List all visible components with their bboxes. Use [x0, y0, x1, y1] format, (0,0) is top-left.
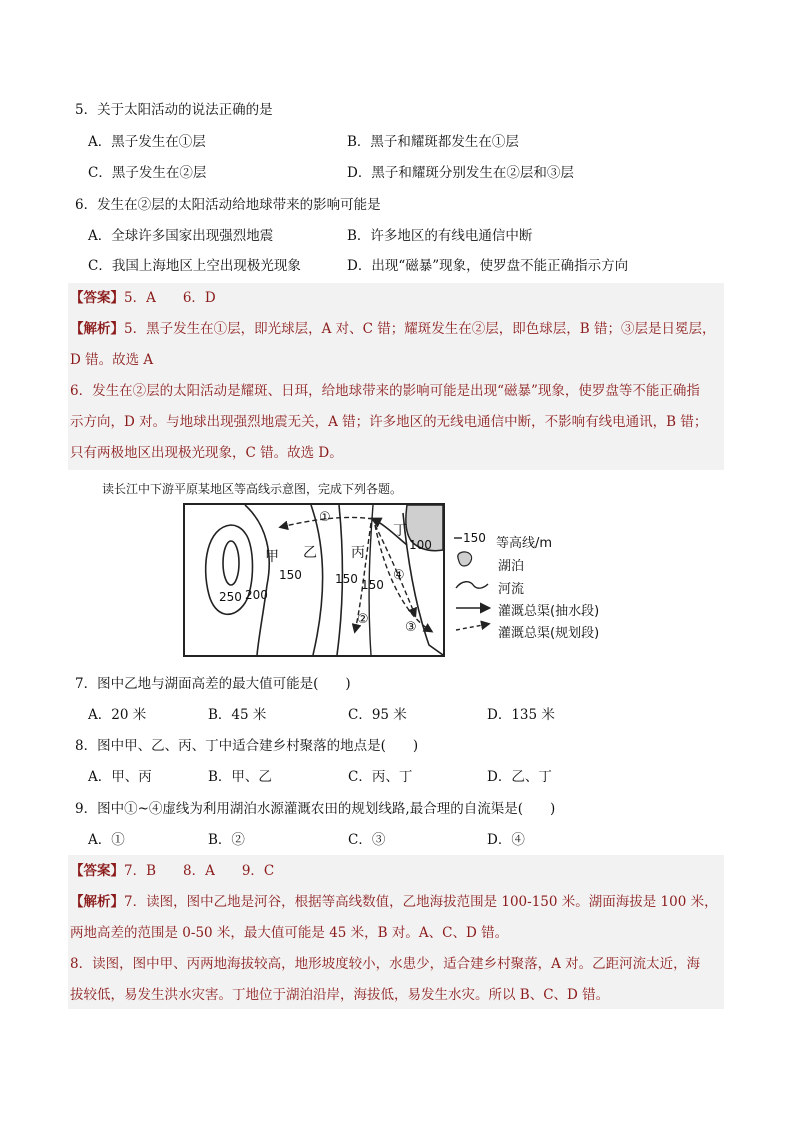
analysis-1-line-4: 示方向，D 对。与地球出现强烈地震无关，A 错；许多地区的无线电通信中断，不影响有线电通讯，B 错； — [70, 414, 708, 430]
q9-option-c: C．③ — [348, 832, 386, 848]
contour-label-150-c: 150 — [361, 578, 384, 592]
q5-stem: 5．关于太阳活动的说法正确的是 — [75, 102, 273, 118]
answer-box-1 — [68, 283, 724, 470]
legend-contour-text: 等高线/m — [496, 536, 553, 551]
q8-option-d: D．乙、丁 — [487, 769, 552, 785]
analysis-1-line-3: 6．发生在②层的太阳活动是耀斑、日珥，给地球带来的影响可能是出现“磁暴”现象，使罗盘等不能正确指 — [70, 383, 700, 399]
q9-stem: 9．图中①~④虚线为利用湖泊水源灌溉农田的规划线路,最合理的自流渠是( ) — [75, 801, 556, 817]
q7-option-d: D．135 米 — [487, 707, 555, 723]
analysis-1-label: 【解析】 — [70, 321, 124, 337]
contour-250 — [223, 541, 239, 585]
contour-label-200: 200 — [245, 588, 268, 602]
answer-1 — [70, 289, 216, 307]
contour-label-150-a: 150 — [279, 568, 302, 582]
contour-150-mid — [311, 505, 323, 655]
legend-lake-text: 湖泊 — [498, 559, 525, 574]
route-label-4: ④ — [393, 568, 405, 583]
contour-label-250: 250 — [219, 590, 242, 604]
q9-option-a: A．① — [88, 832, 125, 848]
label-ding: 丁 — [393, 523, 407, 539]
analysis-2-label: 【解析】 — [70, 894, 124, 910]
route-label-1: ① — [319, 510, 331, 525]
q6-option-c: C．我国上海地区上空出现极光现象 — [88, 258, 301, 274]
q5-option-d: D．黑子和耀斑分别发生在②层和③层 — [347, 165, 574, 181]
q9-option-d: D．④ — [487, 832, 525, 848]
analysis-1-line-5: 只有两极地区出现极光现象，C 错。故选 D。 — [70, 445, 343, 461]
q7-stem: 7．图中乙地与湖面高差的最大值可能是( ) — [75, 676, 351, 692]
legend-pump-canal-text: 灌溉总渠(抽水段) — [498, 604, 600, 619]
label-yi: 乙 — [303, 545, 317, 561]
legend-contour-value: 150 — [463, 531, 486, 545]
legend-river-text: 河流 — [498, 582, 525, 597]
q8-option-a: A．甲、丙 — [88, 769, 152, 785]
q7-option-a: A．20 米 — [88, 707, 147, 723]
contour-label-150-b: 150 — [335, 572, 358, 586]
label-bing: 丙 — [351, 545, 365, 561]
answer-1-label: 【答案】 — [70, 290, 124, 306]
answer-2 — [70, 862, 274, 880]
analysis-2-line-1 — [70, 893, 718, 911]
contour-map — [183, 503, 445, 657]
contour-map-svg — [185, 505, 443, 655]
contour-150-west — [245, 505, 269, 655]
q8-option-b: B．甲、乙 — [208, 769, 272, 785]
contour-label-100: 100 — [409, 538, 432, 552]
q5-option-c: C．黑子发生在②层 — [88, 165, 207, 181]
q6-option-b: B．许多地区的有线电通信中断 — [347, 228, 533, 244]
analysis-2-line-3: 8．读图，图中甲、丙两地海拔较高，地形坡度较小，水患少，适合建乡村聚落，A 对。乙距河流太近，海 — [70, 956, 701, 972]
answer-2-text: 7．B 8．A 9．C — [124, 863, 275, 879]
map-intro: 读长江中下游平原某地区等高线示意图，完成下列各题。 — [102, 482, 403, 496]
q5-option-b: B．黑子和耀斑都发生在①层 — [347, 134, 519, 150]
analysis-2-line-2: 两地高差的范围是 0-50 米，最大值可能是 45 米，B 对。A、C、D 错。 — [70, 925, 509, 941]
q8-stem: 8．图中甲、乙、丙、丁中适合建乡村聚落的地点是( ) — [75, 738, 419, 754]
q7-option-b: B．45 米 — [208, 707, 267, 723]
q9-option-b: B．② — [208, 832, 245, 848]
analysis-1-line-2: D 错。故选 A — [70, 352, 154, 368]
analysis-1-line-1 — [70, 320, 715, 338]
legend-dashed-arrow — [456, 624, 488, 630]
legend-lake-icon — [458, 552, 472, 566]
legend-symbols — [452, 528, 496, 638]
route-label-2: ② — [357, 612, 369, 627]
analysis-2-text-1: 7．读图，图中乙地是河谷，根据等高线数值，乙地海拔范围是 100-150 米。湖面海拔是 100 米， — [124, 894, 718, 910]
q6-option-a: A．全球许多国家出现强烈地震 — [88, 228, 274, 244]
answer-1-text: 5．A 6．D — [124, 290, 216, 306]
q5-option-a: A．黑子发生在①层 — [88, 134, 206, 150]
q8-option-c: C．丙、丁 — [348, 769, 413, 785]
legend-planned-canal-text: 灌溉总渠(规划段) — [498, 626, 600, 641]
answer-2-label: 【答案】 — [70, 863, 124, 879]
q7-option-c: C．95 米 — [348, 707, 407, 723]
q6-stem: 6．发生在②层的太阳活动给地球带来的影响可能是 — [75, 197, 381, 213]
analysis-1-text-1: 5．黑子发生在①层，即光球层，A 对、C 错；耀斑发生在②层，即色球层，B 错；③层是日冕层， — [124, 321, 716, 337]
label-jia: 甲 — [265, 549, 279, 565]
legend-river-icon — [456, 582, 488, 588]
analysis-2-line-4: 拔较低，易发生洪水灾害。丁地位于湖泊沿岸，海拔低，易发生水灾。所以 B、C、D 错。 — [70, 987, 610, 1003]
route-label-3: ③ — [405, 620, 417, 635]
q6-option-d: D．出现“磁暴”现象，使罗盘不能正确指示方向 — [347, 258, 629, 274]
